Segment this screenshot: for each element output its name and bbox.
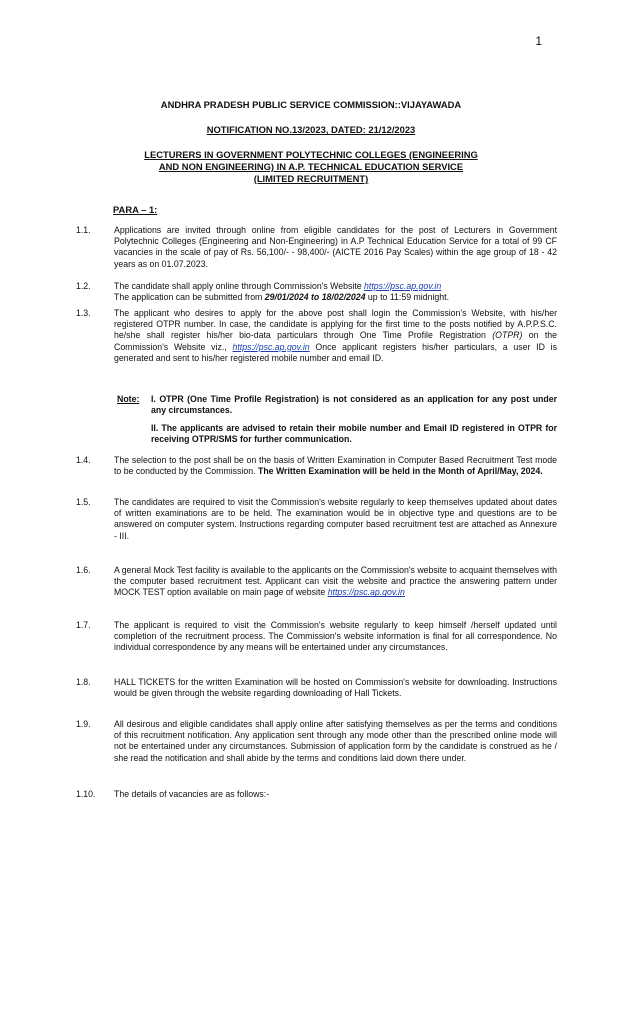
subject-line-1: LECTURERS IN GOVERNMENT POLYTECHNIC COLLEGES (ENGINEERING <box>144 149 478 160</box>
note-label: Note: <box>117 394 140 404</box>
item-text <box>114 281 557 303</box>
page-number: 1 <box>535 34 542 48</box>
item-number: 1.1. <box>76 225 91 235</box>
note-item-2: II. The applicants are advised to retain their mobile number and Email ID registered in OTPR for receiving OTPR/SMS for further communication. <box>151 423 557 445</box>
item-text: All desirous and eligible candidates shall apply online after satisfying themselves as per the terms and conditions of this recruitment notification. Any application sent through any mode other than the prescribed online mode will not be entertained under any circumstances. Submission of application form by the candidate is construed as he / she read the notification and shall abide by the terms and conditions laid down there under. <box>114 719 557 763</box>
item-text <box>114 455 557 477</box>
exam-schedule: The Written Examination will be held in the Month of April/May, 2024. <box>257 466 543 477</box>
item-text-part: up to 11:59 midnight. <box>365 292 450 303</box>
note-item-1: I. OTPR (One Time Profile Registration) is not considered as an application for any post under any circumstances. <box>151 394 557 416</box>
item-text-part: The applicant who desires to apply for the above post shall login the Commission's Website, with his/her registered OTPR number. In case, the candidate is applying for the first time to the posts notified by A.P.P.S.C. he/she shall register his/her bio-data particulars through One Time Profile Registration <box>114 308 557 341</box>
subject-line-3: (LIMITED RECRUITMENT) <box>253 173 369 184</box>
notification-number: NOTIFICATION NO.13/2023, DATED: 21/12/2023 <box>206 124 416 135</box>
item-number: 1.7. <box>76 620 91 630</box>
item-text: The applicant is required to visit the Commission's website regularly to keep himself /herself updated until completion of the recruitment process. The Commission's website information is final for all correspondence. No individual correspondence by any means will be entertained under any circumstances. <box>114 620 557 653</box>
item-text: The details of vacancies are as follows:- <box>114 789 270 799</box>
item-number: 1.8. <box>76 677 91 687</box>
application-dates: 29/01/2024 to 18/02/2024 <box>264 292 366 303</box>
organization-title: ANDHRA PRADESH PUBLIC SERVICE COMMISSION::VIJAYAWADA <box>160 99 462 110</box>
website-link[interactable]: https://psc.ap.gov.in <box>364 281 442 291</box>
notification-subject <box>0 149 622 185</box>
website-link[interactable]: https://psc.ap.gov.in <box>327 587 405 598</box>
item-text-part: Once applicant registers his/her particulars, a user ID is generated and sent to his/her registered mobile number and email ID. <box>114 341 557 363</box>
item-text: HALL TICKETS for the written Examination will be hosted on Commission's website for downloading. Instructions would be given through the website regarding downloading of Hall Tickets. <box>114 677 557 699</box>
item-text <box>114 565 557 599</box>
item-text-part: The selection to the post shall be on the basis of Written Examination in Computer Based Recruitment Test mode to be conducted by the Commission. <box>114 455 557 477</box>
item-number: 1.3. <box>76 308 91 318</box>
item-text-part: on the Commission's Website viz., <box>114 330 557 352</box>
item-text: The candidates are required to visit the Commission's website regularly to keep themselves updated about dates of written examinations are to be held. The examination would be in objective type and questions are to be answered on computer system. Instructions regarding computer based recruitment test are attached as Annexure - III. <box>114 497 557 541</box>
website-link[interactable]: https://psc.ap.gov.in <box>232 341 310 352</box>
item-number: 1.2. <box>76 281 91 291</box>
item-text: Applications are invited through online from eligible candidates for the post of Lecturers in Government Polytechnic Colleges (Engineering and Non-Engineering) in A.P Technical Education Service for a total of 99 CF vacancies in the scale of pay of Rs. 56,100/- - 98,400/- (AICTE 2016 Pay Scales) within the age group of 18 - 42 years as on 01.07.2023. <box>114 225 557 269</box>
item-number: 1.6. <box>76 565 91 575</box>
para-title: PARA – 1: <box>113 204 158 215</box>
item-text-part: A general Mock Test facility is available to the applicants on the Commission's website to acquaint themselves with the computer based recruitment test. Applicant can visit the website and practice the answering pattern under MOCK TEST option available on main page of website <box>114 565 557 598</box>
item-text-part: The candidate shall apply online through Commission's Website <box>114 281 365 291</box>
otpr-text: (OTPR) <box>492 330 523 341</box>
item-text-part: The application can be submitted from <box>114 292 265 303</box>
item-text <box>114 308 557 364</box>
item-number: 1.10. <box>76 789 96 799</box>
item-number: 1.9. <box>76 719 91 729</box>
item-number: 1.4. <box>76 455 91 465</box>
item-number: 1.5. <box>76 497 91 507</box>
subject-line-2: AND NON ENGINEERING) IN A.P. TECHNICAL EDUCATION SERVICE <box>158 161 464 172</box>
